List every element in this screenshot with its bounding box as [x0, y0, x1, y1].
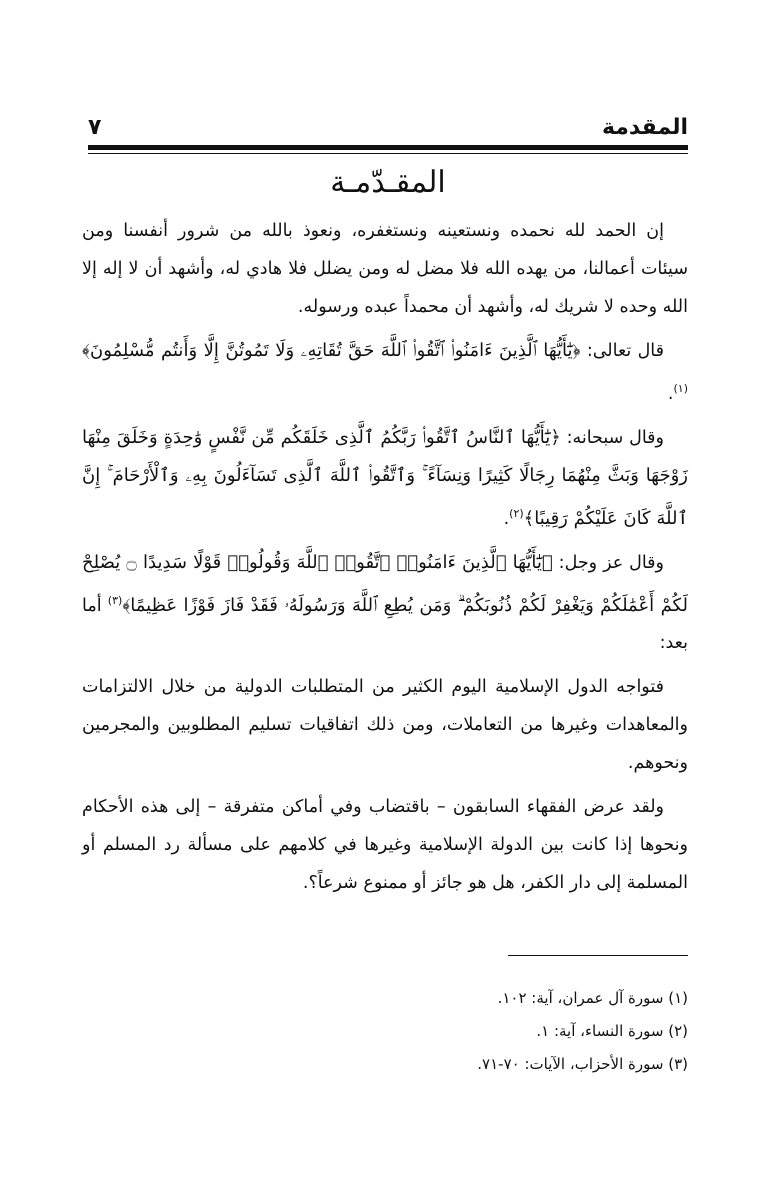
sentence-end: .	[503, 508, 510, 529]
quran-verse: ﴿يَٰٓأَيُّهَا ٱلَّذِينَ ءَامَنُوا۟ ٱتَّقُوا۟ ٱللَّهَ وَقُولُوا۟ قَوْلًا سَدِيدًا ۝ يُصْلِحْ لَكُمْ أَعْمَٰلَكُمْ وَيَغْفِرْ لَكُمْ ذُنُوبَكُمْ ۗ وَمَن يُطِعِ ٱللَّهَ وَرَسُولَهُۥ فَقَدْ فَازَ فَوْزًا عَظِيمًا﴾	[82, 551, 688, 616]
sentence-end: .	[667, 383, 674, 404]
paragraph-verse-3	[82, 544, 688, 663]
page-number: ٧	[88, 115, 102, 140]
verse-intro: وقال سبحانه:	[560, 427, 664, 448]
paragraph-opening: إن الحمد لله نحمده ونستعينه ونستغفره، ونعوذ بالله من شرور أنفسنا ومن سيئات أعمالنا، من يهده الله فلا مضل له ومن يضلل فلا هادي له، وأشهد أن لا إله إلا الله وحده لا شريك له، وأشهد أن محمداً عبده ورسوله.	[82, 221, 688, 317]
running-title: المقدمة	[601, 115, 688, 140]
footnote-marker: (٢)	[509, 506, 524, 520]
footnote-item: (٣) سورة الأحزاب، الآيات: ٧٠-٧١.	[477, 1055, 688, 1073]
quran-verse: ﴿يَٰٓأَيُّهَا ٱلنَّاسُ ٱتَّقُوا۟ رَبَّكُمُ ٱلَّذِى خَلَقَكُم مِّن نَّفْسٍ وَٰحِدَةٍ وَخَلَقَ مِنْهَا زَوْجَهَا وَبَثَّ مِنْهُمَا رِجَالًا كَثِيرًا وَنِسَآءً ۚ وَٱتَّقُوا۟ ٱللَّهَ ٱلَّذِى تَسَآءَلُونَ بِهِۦ وَٱلْأَرْحَامَ ۚ إِنَّ ٱللَّهَ كَانَ عَلَيْكُمْ رَقِيبًا﴾	[82, 426, 688, 529]
running-header	[88, 108, 688, 140]
footnote-marker: (٣)	[107, 593, 123, 607]
paragraph-scholars: ولقد عرض الفقهاء السابقون – باقتضاب وفي أماكن متفرقة – إلى هذه الأحكام ونحوها إذا كانت بين الدولة الإسلامية وغيرها في كلامهم على مسألة رد المسلم أو المسلمة إلى دار الكفر، هل هو جائز أو ممنوع شرعاً؟.	[82, 797, 688, 894]
footnotes	[82, 982, 688, 1081]
footnote-marker: (١)	[673, 382, 688, 395]
section-heading: المقـدّمـة	[330, 165, 446, 200]
header-rule-thin	[88, 153, 688, 154]
paragraph-context: فتواجه الدول الإسلامية اليوم الكثير من المتطلبات الدولية من خلال الالتزامات والمعاهدات وغيرها من التعاملات، ومن ذلك اتفاقيات تسليم المطلوبين والمجرمين ونحوهم.	[82, 677, 688, 774]
paragraph-verse-1	[82, 332, 688, 413]
sentence-end: أما بعد:	[82, 595, 688, 654]
footnote-item: (١) سورة آل عمران، آية: ١٠٢.	[497, 989, 688, 1007]
footnote-item: (٢) سورة النساء، آية: ١.	[536, 1022, 688, 1040]
verse-intro: قال تعالى:	[580, 341, 664, 361]
body-text	[82, 212, 688, 908]
header-rule-thick	[88, 145, 688, 150]
quran-verse: ﴿يَٰٓأَيُّهَا ٱلَّذِينَ ءَامَنُوا۟ ٱتَّقُوا۟ ٱللَّهَ حَقَّ تُقَاتِهِۦ وَلَا تَمُوتُنَّ إِلَّا وَأَنتُم مُّسْلِمُونَ﴾	[82, 340, 581, 361]
footnote-rule	[508, 955, 688, 956]
paragraph-verse-2	[82, 419, 688, 538]
verse-intro: وقال عز وجل:	[552, 552, 664, 573]
